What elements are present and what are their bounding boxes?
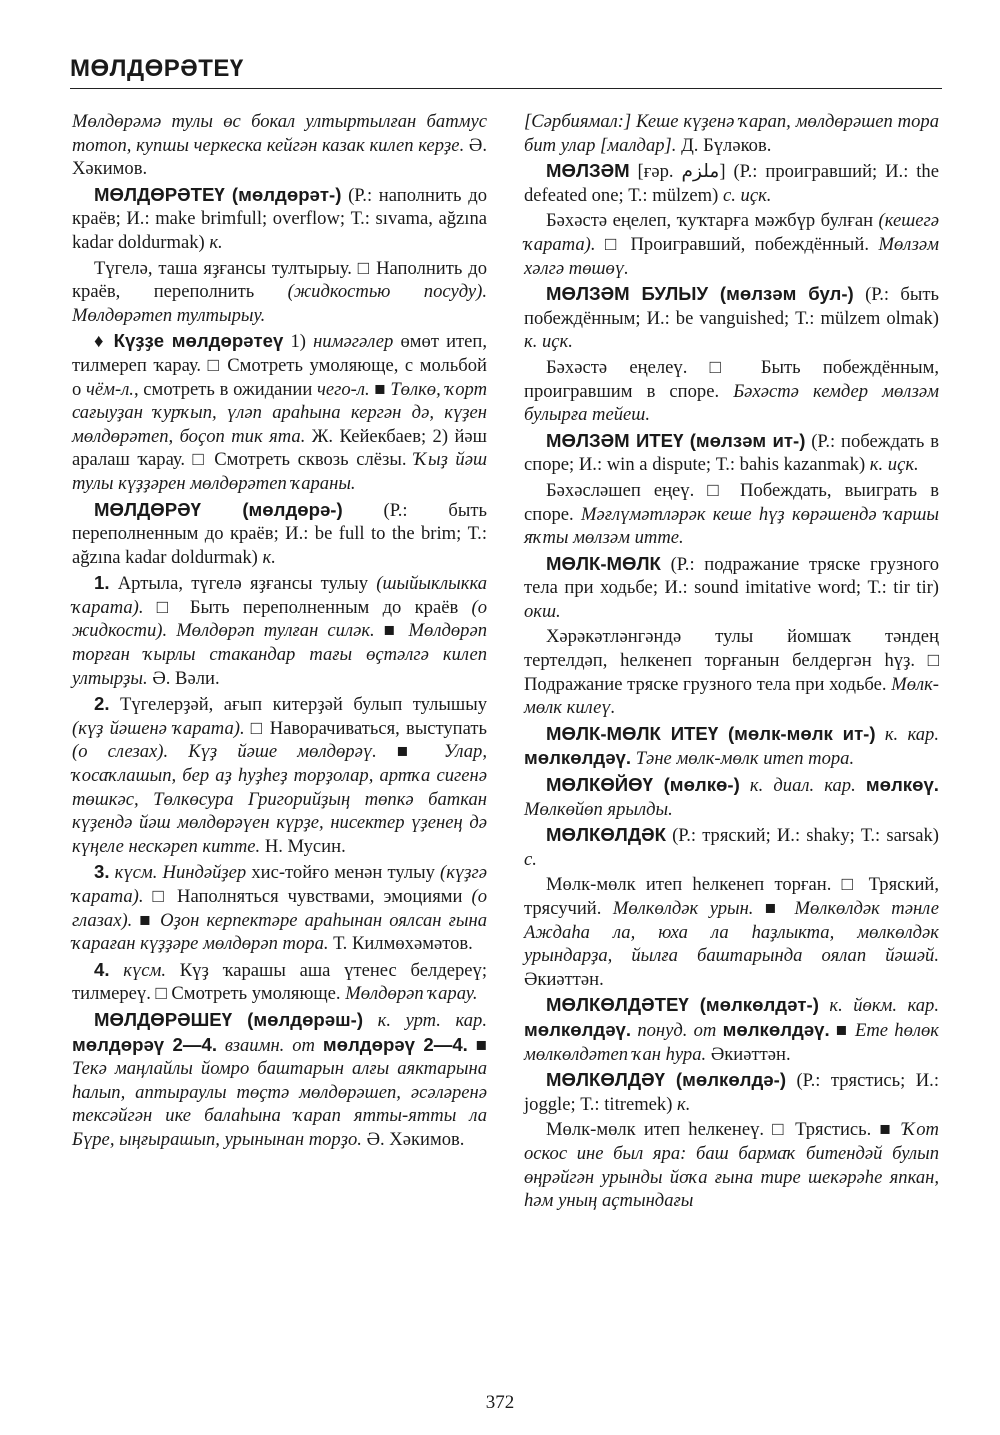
dictionary-paragraph <box>524 873 939 991</box>
right-column <box>524 110 939 1215</box>
italic-text: к. урт. кар. <box>377 1009 488 1031</box>
text-run: Д. Бүләков. <box>676 134 772 156</box>
italic-text: (кешегә ҡарата). <box>524 210 939 255</box>
dictionary-paragraph <box>524 209 939 280</box>
dictionary-paragraph <box>72 860 487 955</box>
italic-text: к. иҫк. <box>524 331 573 353</box>
text-run <box>876 724 885 745</box>
italic-text: Мөлкөйөп ярылды. <box>524 798 673 820</box>
bold-term: мөлкөлдәү. <box>524 1018 632 1040</box>
italic-text: [Сәрбиямал:] Кеше күҙенә ҡарап, мөлдөрәшеп тора бит улар [малдар]. <box>524 111 939 156</box>
headword: МӨЛДӨРӘТЕҮ (мөлдөрәт-) <box>94 183 342 205</box>
text-run: Ә. Хәкимов. <box>361 1128 465 1150</box>
italic-text: Текә маңлайлы йомро баштарын алғы аяктарына һалып, аптыраулы төҫтә мөлдөрәшеп, әсәләренә тексәйгән ике балаһына ҡарап ятты-ятты ла Бүре, ыңғырашып, урынынан торҙо. <box>72 1058 487 1150</box>
italic-text: күсм. Ниндәйҙер <box>114 862 247 884</box>
text-run: □ Проигравший, побеждённый. <box>595 233 879 255</box>
italic-text: Мөлкөлдәк тәнле Аждаһа ла, юха ла һаҙлыкта, мөлкөлдәк урындарҙа, йылға баштарында оялап йәшәй. <box>524 898 939 967</box>
text-run <box>819 995 829 1016</box>
headword: МӨЛКӨЛДӘК <box>546 824 666 846</box>
italic-text: (о жидкости). Мөлдөрәп тулған силәк. <box>72 596 487 642</box>
dictionary-paragraph <box>524 356 939 427</box>
italic-text: нимәгәлер <box>313 331 394 353</box>
dictionary-paragraph <box>72 257 487 328</box>
italic-text: с. <box>524 848 537 870</box>
dictionary-paragraph <box>524 773 939 821</box>
italic-text: Бәхәстә кемдер мөлзәм булырға тейеш. <box>524 380 939 426</box>
italic-text: күсм. <box>123 959 167 981</box>
text-run: Түгелә, таша яҙғансы тултырыу. □ Наполнить до краёв, переполнить <box>72 257 487 303</box>
text-run: Ә. Хәкимов. <box>72 134 487 180</box>
text-run: Әкиәттән. <box>706 1043 791 1065</box>
text-run: ■ <box>753 898 795 919</box>
text-run: Артыла, түгелә яҙғансы тулыу <box>109 573 377 595</box>
italic-text: (шыйыклыкка ҡарата). <box>72 573 487 618</box>
dictionary-paragraph <box>524 1118 939 1212</box>
text-run: (Р.: наполнить до краёв; И.: make brimfull; overflow; Т.: sıvama, ağzına kadar doldurmak) <box>72 184 487 253</box>
italic-text: Мәғлүмәтләрәк кеше һүҙ көрәшендә ҡаршы яҡты мөлзәм итте. <box>524 503 939 549</box>
italic-text: окш. <box>524 600 561 622</box>
text-run: (Р.: трястись; И.: joggle; Т.: titremek) <box>524 1070 939 1115</box>
text-run: Ж. Кейекбаев; 2) йәш аралаш ҡарау. □ Смотреть сквозь слёзы. <box>72 425 487 471</box>
italic-text: Тәне мөлк-мөлк итеп тора. <box>635 748 855 770</box>
bold-term: 2. <box>94 693 110 715</box>
dictionary-paragraph <box>72 110 487 181</box>
italic-text: (жидкостью посуду). Мөлдөрәтеп тултырыу. <box>72 281 487 326</box>
text-run: Бәхәстә еңелеү. □ Быть побеждённым, проигравшим в споре. <box>524 356 939 402</box>
bold-term: мөлдөрәү 2—4. <box>322 1033 468 1055</box>
italic-text: к. йөкм. кар. <box>829 995 939 1017</box>
text-run: өмөт итеп, тилмереп ҡарау. □ Смотреть умоляюще, с мольбой о <box>72 331 487 400</box>
dictionary-paragraph <box>524 722 939 771</box>
text-run: Бәхәстә еңелеп, ҡуҡтарға мәжбүр булған <box>546 210 879 232</box>
italic-text: Оҙон керпектәре араһынан оялсан ғына ҡараған күҙҙәре мөлдөрәп тора. <box>72 909 487 955</box>
text-run: Мөлк-мөлк итеп һелкенеп торған. □ Тряский, трясучий. <box>524 874 939 919</box>
text-run <box>315 1035 323 1056</box>
text-run: □ Наполняться чувствами, эмоциями <box>143 886 472 907</box>
headword: МӨЛДӨРӘШЕҮ (мөлдөрәш-) <box>94 1008 364 1030</box>
italic-text: к. кар. <box>884 723 939 745</box>
italic-text: Мөлдөрәп торған ҡырлы стакандар тағы өҫтәлгә килеп ултырҙы. <box>72 620 487 689</box>
italic-text: (о глазах). <box>72 886 487 931</box>
text-run: (Р.: тряский; И.: shaky; Т.: sarsak) <box>665 825 939 847</box>
header-rule <box>70 88 942 89</box>
headword: МӨЛЗӘМ ИТЕҮ (мөлзәм ит-) <box>546 429 806 451</box>
text-run: ■ <box>376 741 444 763</box>
text-run <box>740 775 750 796</box>
italic-text: Мөлдөрәп ҡарау. <box>345 983 478 1005</box>
text-run <box>110 960 124 981</box>
headword: МӨЛЗӘМ БУЛЫУ (мөлзәм бул-) <box>546 283 854 305</box>
text-run <box>217 1035 225 1056</box>
dictionary-paragraph <box>72 183 487 255</box>
headword: МӨЛКӨЙӨҮ (мөлкө-) <box>546 774 740 796</box>
dictionary-paragraph <box>72 958 487 1006</box>
headword: МӨЛКӨЛДӘҮ (мөлкөлдә-) <box>546 1069 787 1091</box>
italic-text: Ҡот оскос ине был яра: баш бармаҡ битендәй булып өңрәйгән урынды йоҡа ғына тире шекәрәһе япкан, һәм уның аҫтындағы <box>524 1119 939 1212</box>
headword: МӨЛК-МӨЛК <box>546 552 661 574</box>
bold-term: мөлкөлдәү. <box>524 747 632 769</box>
headword: МӨЛКӨЛДӘТЕҮ (мөлкөлдәт-) <box>546 994 819 1016</box>
running-head: МӨЛДӨРӘТЕҮ <box>70 55 244 82</box>
italic-text: Төлкө, ҡорт сағыуҙан ҡурҡып, үләп араһына кергән дә, күҙен мөлдөрәтеп, боҫоп тик ята. <box>72 378 488 447</box>
italic-text: с. иҫк. <box>722 184 772 206</box>
italic-text: (о слезах). Күҙ йәше мөлдөрәү. <box>72 741 377 763</box>
dictionary-paragraph <box>524 993 939 1066</box>
text-run <box>363 1010 378 1031</box>
italic-text: Мөлкөлдәк урын. <box>612 898 754 919</box>
text-run: (Р.: подражание тряске грузного тела при ходьбе; И.: sound imitative word; Т.: tir tir) <box>524 553 939 599</box>
headword: ♦ Күҙҙе мөлдөрәтеү <box>94 330 284 352</box>
bold-term: 1. <box>94 572 110 594</box>
bold-term: 3. <box>94 861 110 883</box>
dictionary-paragraph <box>524 429 939 477</box>
italic-text: взаимн. от <box>224 1034 315 1056</box>
dictionary-paragraph <box>524 110 939 157</box>
text-run: [ғәр. ملزم] (Р.: проигравший; И.: the defeated one; Т.: mülzem) <box>524 161 939 206</box>
text-run: (Р.: быть побеждённым; И.: be vanguished; Т.: mülzem olmak) <box>524 284 939 329</box>
text-run: Хәрәкәтләнгәндә тулы йомшаҡ тәндең тертелдәп, һелкенеп торғанын белдергән һүҙ. □ Подражание тряске грузного тела при ходьбе. <box>524 626 939 695</box>
text-run: □ Быть переполненным до краёв <box>143 596 472 618</box>
bold-term: мөлкөү. <box>865 774 939 796</box>
text-run: ■ <box>467 1034 487 1056</box>
text-run: 1) <box>283 331 314 353</box>
text-run: (Р.: быть переполненным до краёв; И.: be full to the brim; Т.: ağzına kadar doldurmak) <box>72 499 487 568</box>
text-run: ■ <box>369 378 391 400</box>
dictionary-paragraph <box>524 552 939 624</box>
bold-term: мөлдөрәү 2—4. <box>72 1033 217 1055</box>
dictionary-paragraph <box>524 479 939 550</box>
text-run: (Р.: побеждать в споре; И.: win a dispute; Т.: bahis kazanmak) <box>524 430 939 476</box>
italic-text: (күҙ йәшенә ҡарата). <box>72 717 245 739</box>
italic-text: чём-л. <box>86 378 134 400</box>
dictionary-paragraph <box>524 1068 939 1116</box>
text-run: Түгелерҙәй, ағып китерҙәй булып тулышыу <box>109 694 487 716</box>
dictionary-paragraph <box>72 498 487 570</box>
text-run: Әкиәттән. <box>524 968 604 990</box>
dictionary-paragraph <box>524 625 939 719</box>
text-run: Ә. Вәли. <box>147 667 220 689</box>
text-run: Мөлк-мөлк итеп һелкенеү. □ Трястись. ■ <box>546 1119 903 1141</box>
text-run: хис-тойғо менән тулыу <box>246 862 441 884</box>
italic-text: чего-л. <box>317 378 370 400</box>
text-run: Бәхәсләшеп еңеү. □ Побеждать, выиграть в споре. <box>524 479 939 525</box>
italic-text: понуд. от <box>637 1019 717 1041</box>
text-run: Күҙ ҡарашы аша үтенес белдереү; тилмереү. □ Смотреть умоляюще. <box>72 959 487 1005</box>
italic-text: к. <box>262 546 276 568</box>
text-run: ■ <box>132 909 161 931</box>
italic-text: (күҙгә ҡарата). <box>72 862 487 907</box>
bold-term: 4. <box>94 958 110 980</box>
dictionary-paragraph <box>72 1008 487 1152</box>
headword: МӨЛК-МӨЛК ИТЕҮ (мөлк-мөлк ит-) <box>546 722 876 744</box>
italic-text: Мөлк-мөлк килеү. <box>524 673 939 719</box>
page-number: 372 <box>485 1392 515 1413</box>
text-run: Н. Мусин. <box>260 835 346 857</box>
italic-text: Улар, ҡосаҡлашып, бер аҙ һуҙһеҙ торҙолар, артҡа сигенә төшкәс, Төлкөсура Григорийҙың төпкә баткан күҙендә йәш мөлдөрәүен күрҙе, нисектер үҙенең дә күңеле нескәреп китте. <box>72 741 487 857</box>
text-run: □ Наворачиваться, выступать <box>244 717 487 739</box>
dictionary-paragraph <box>72 571 487 690</box>
dictionary-paragraph <box>524 159 939 207</box>
text-run: ■ <box>374 620 409 642</box>
italic-text: Ете һөлөк мөлкөлдәтеп ҡан һура. <box>524 1019 939 1065</box>
dictionary-paragraph <box>524 823 939 871</box>
headword: МӨЛДӨРӘҮ (мөлдөрә-) <box>94 498 343 520</box>
text-run: ■ <box>829 1019 855 1041</box>
text-run: , смотреть в ожидании <box>133 378 317 400</box>
text-run: Т. Килмөхәмәтов. <box>328 933 473 955</box>
italic-text: к. <box>209 231 223 253</box>
page-header <box>70 54 942 84</box>
italic-text: Мөлзәм хәлгә төшөү. <box>524 233 939 279</box>
italic-text: к. иҫк. <box>869 454 919 476</box>
italic-text: Ҡыҙ йәш тулы күҙҙәрен мөлдөрәтеп ҡараны. <box>72 449 487 494</box>
left-column <box>72 110 487 1154</box>
headword: МӨЛЗӘМ <box>546 160 630 182</box>
text-run <box>856 775 866 796</box>
dictionary-paragraph <box>72 329 487 495</box>
bold-term: мөлкөлдәү. <box>722 1018 830 1040</box>
dictionary-paragraph <box>524 282 939 354</box>
italic-text: к. <box>677 1093 691 1115</box>
italic-text: к. диал. кар. <box>749 775 856 797</box>
italic-text: Мөлдөрәмә тулы өс бокал ултыртылған батмус тотоп, купшы черкеска кейгән казак килеп керҙе. <box>72 111 487 156</box>
dictionary-paragraph <box>72 692 487 858</box>
